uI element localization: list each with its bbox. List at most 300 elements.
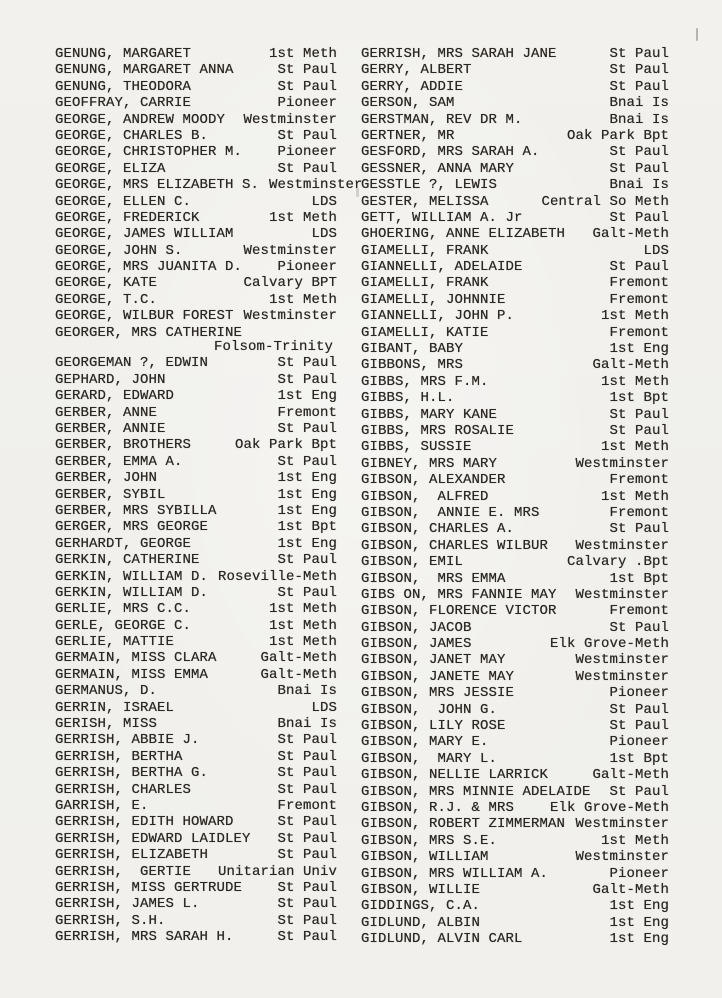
directory-entry [55, 864, 337, 880]
directory-entry [55, 929, 337, 945]
person-name: GEORGE, KATE [55, 275, 158, 292]
person-name: GEORGE, MRS JUANITA D. [55, 259, 243, 276]
church-name: St Paul [609, 78, 669, 95]
directory-entry-continuation [55, 339, 337, 355]
person-name: GENUNG, THEODORA [55, 78, 192, 95]
church-name: Westminster [575, 849, 669, 866]
directory-entry [361, 489, 669, 505]
person-name: GERRY, ADDIE [361, 78, 464, 95]
directory-entry [361, 521, 669, 537]
person-name: GIAMELLI, JOHNNIE [361, 291, 506, 308]
person-name: GIDLUND, ALBIN [361, 914, 481, 931]
directory-entry [55, 112, 337, 128]
person-name: GERGER, MRS GEORGE [55, 519, 209, 536]
church-name: St Paul [277, 355, 337, 372]
church-name: St Paul [277, 584, 337, 601]
church-name: 1st Meth [268, 617, 337, 634]
person-name: GIBS ON, MRS FANNIE MAY [361, 586, 557, 603]
directory-entry [361, 144, 669, 160]
person-name: GEORGE, T.C. [55, 291, 158, 308]
person-name: GEORGE, ELIZA [55, 160, 166, 177]
person-name: GEOFFRAY, CARRIE [55, 95, 192, 112]
directory-entry [55, 683, 337, 699]
person-name: GERRISH, ABBIE J. [55, 732, 200, 749]
person-name: GERARD, EDWARD [55, 388, 175, 405]
directory-entry [55, 79, 337, 95]
directory-entry [361, 46, 669, 62]
directory-entry [361, 833, 669, 849]
directory-entry [55, 552, 337, 568]
directory-entry [55, 569, 337, 585]
directory-entry [361, 915, 669, 931]
directory-entry [361, 652, 669, 668]
church-name: Calvary BPT [243, 275, 337, 292]
church-name: Westminster [575, 537, 669, 554]
directory-entry [361, 128, 669, 144]
church-name: St Paul [609, 521, 669, 538]
person-name: GERMAIN, MISS EMMA [55, 666, 209, 683]
directory-entry [361, 210, 669, 226]
church-name: 1st Meth [268, 634, 337, 651]
person-name: GERRISH, GERTIE [55, 863, 192, 880]
church-name: Pioneer [277, 144, 337, 161]
church-name: St Paul [277, 62, 337, 79]
person-name: GERBER, ANNE [55, 404, 158, 421]
church-name: 1st Meth [600, 832, 669, 849]
directory-entry [361, 849, 669, 865]
person-name: GERSTMAN, REV DR M. [361, 111, 523, 128]
directory-entry [361, 357, 669, 373]
directory-entry [361, 636, 669, 652]
church-name: St Paul [609, 259, 669, 276]
person-name: GIBSON, ANNIE E. MRS [361, 504, 540, 521]
person-name: GIBSON, ALFRED [361, 488, 489, 505]
church-name: Fremont [609, 472, 669, 489]
person-name: GEORGE, WILBUR FOREST [55, 308, 234, 325]
directory-entry [55, 536, 337, 552]
directory-entry [361, 439, 669, 455]
directory-entry [361, 194, 669, 210]
person-name: GESSNER, ANNA MARY [361, 160, 515, 177]
directory-entry [361, 259, 669, 275]
person-name: GIANNELLI, ADELAIDE [361, 259, 523, 276]
directory-entry [361, 390, 669, 406]
person-name: GHOERING, ANNE ELIZABETH [361, 226, 566, 243]
person-name: GERRISH, BERTHA G. [55, 765, 209, 782]
directory-entry [361, 538, 669, 554]
church-name: Fremont [609, 275, 669, 292]
person-name: GEORGE, FREDERICK [55, 209, 200, 226]
directory-entry [55, 405, 337, 421]
church-name: 1st Eng [609, 931, 669, 948]
directory-column-right [361, 46, 669, 947]
directory-entry [361, 226, 669, 242]
person-name: GERRISH, MISS GERTRUDE [55, 879, 243, 896]
directory-entry [55, 308, 337, 324]
church-name: Roseville-Meth [218, 568, 338, 585]
person-name: GERBER, BROTHERS [55, 437, 192, 454]
directory-entry [361, 472, 669, 488]
church-name: Elk Grove-Meth [549, 636, 669, 653]
church-name: 1st Bpt [277, 519, 337, 536]
church-name: St Paul [277, 765, 337, 782]
person-name: GERKIN, WILLIAM D. [55, 584, 209, 601]
directory-entry [55, 194, 337, 210]
directory-entry [361, 587, 669, 603]
directory-entry [361, 898, 669, 914]
church-name: St Paul [277, 896, 337, 913]
church-name: 1st Meth [268, 46, 337, 62]
person-name: GIBSON, JOHN G. [361, 701, 498, 718]
church-name: Galt-Meth [592, 357, 669, 374]
church-name: LDS [311, 226, 337, 243]
person-name: GERRISH, ELIZABETH [55, 847, 209, 864]
person-name: GERKIN, CATHERINE [55, 552, 200, 569]
person-name: GERRISH, MRS SARAH JANE [361, 46, 557, 62]
directory-entry [361, 79, 669, 95]
directory-entry [55, 634, 337, 650]
person-name: GIBSON, JANETE MAY [361, 668, 515, 685]
church-name: Fremont [277, 797, 337, 814]
directory-entry [55, 421, 337, 437]
person-name: GERSON, SAM [361, 95, 455, 112]
church-name: Pioneer [609, 865, 669, 882]
person-name: GEORGE, CHARLES B. [55, 127, 209, 144]
person-name: GERRISH, CHARLES [55, 781, 192, 798]
person-name: GENUNG, MARGARET ANNA [55, 62, 234, 79]
church-name: Westminster [243, 242, 337, 259]
church-name: 1st Eng [609, 341, 669, 358]
person-name: GERRISH, S.H. [55, 912, 166, 929]
person-name: GIBSON, ROBERT ZIMMERMAN [361, 816, 566, 833]
person-name: GIANNELLI, JOHN P. [361, 308, 515, 325]
person-name: GERHARDT, GEORGE [55, 535, 192, 552]
person-name: GERBER, MRS SYBILLA [55, 502, 217, 519]
person-name: GERTNER, MR [361, 127, 455, 144]
directory-entry [55, 880, 337, 896]
person-name: GIBBS, H.L. [361, 390, 455, 407]
church-name: 1st Meth [600, 488, 669, 505]
directory-entry [361, 816, 669, 832]
directory-entry [55, 782, 337, 798]
church-name: St Paul [277, 127, 337, 144]
person-name: GETT, WILLIAM A. Jr [361, 209, 523, 226]
person-name: GIBSON, CHARLES A. [361, 521, 515, 538]
person-name: GESTER, MELISSA [361, 193, 489, 210]
person-name: GIAMELLI, KATIE [361, 324, 489, 341]
directory-entry [55, 765, 337, 781]
person-name: GERMANUS, D. [55, 683, 158, 700]
directory-entry [55, 243, 337, 259]
directory-entry [361, 767, 669, 783]
directory-entry [55, 503, 337, 519]
person-name: GIBSON, R.J. & MRS [361, 799, 515, 816]
directory-entry [55, 470, 337, 486]
directory-entry [55, 716, 337, 732]
person-name: GEPHARD, JOHN [55, 371, 166, 388]
directory-entry [361, 407, 669, 423]
person-name: GERRISH, BERTHA [55, 748, 183, 765]
person-name: GERBER, EMMA A. [55, 453, 183, 470]
person-name: GIBSON, CHARLES WILBUR [361, 537, 549, 554]
person-name: GIBSON, MRS MINNIE ADELAIDE [361, 783, 591, 800]
person-name: GERKIN, WILLIAM D. [55, 568, 209, 585]
directory-entry [361, 702, 669, 718]
directory-entry [55, 847, 337, 863]
directory-entry [55, 700, 337, 716]
church-name: St Paul [277, 847, 337, 864]
directory-entry [55, 618, 337, 634]
person-name: GIBSON, JACOB [361, 619, 472, 636]
church-name: Oak Park Bpt [566, 127, 669, 144]
church-name: St Paul [609, 406, 669, 423]
person-name: GIBSON, MRS WILLIAM A. [361, 865, 549, 882]
church-name: Westminster [575, 652, 669, 669]
person-name: GIBSON, FLORENCE VICTOR [361, 603, 557, 620]
church-name: Galt-Meth [592, 881, 669, 898]
church-name: Westminster [575, 816, 669, 833]
directory-entry [55, 454, 337, 470]
church-name: Pioneer [609, 734, 669, 751]
church-name: Fremont [609, 324, 669, 341]
church-name: St Paul [609, 62, 669, 79]
church-name: 1st Eng [609, 898, 669, 915]
church-name: Central So Meth [541, 193, 669, 210]
church-name: Fremont [609, 603, 669, 620]
directory-entry [55, 210, 337, 226]
person-name: GEORGE, CHRISTOPHER M. [55, 144, 243, 161]
person-name: GIBBS, MRS ROSALIE [361, 422, 515, 439]
person-name: GIBNEY, MRS MARY [361, 455, 498, 472]
directory-entry [361, 325, 669, 341]
directory-entry [361, 505, 669, 521]
person-name: GIBANT, BABY [361, 341, 464, 358]
church-name: 1st Meth [268, 601, 337, 618]
church-name: 1st Eng [277, 486, 337, 503]
church-name: Galt-Meth [592, 226, 669, 243]
church-name: Galt-Meth [260, 650, 337, 667]
directory-entry [55, 487, 337, 503]
church-name: Fremont [609, 504, 669, 521]
person-name: GIBSON, LILY ROSE [361, 718, 506, 735]
person-name: GERISH, MISS [55, 716, 158, 733]
directory-entry [361, 177, 669, 193]
person-name: GERRY, ALBERT [361, 62, 472, 79]
directory-entry [361, 931, 669, 947]
church-name: St Paul [277, 160, 337, 177]
directory-entry [361, 423, 669, 439]
church-name: 1st Eng [609, 914, 669, 931]
directory-entry [361, 669, 669, 685]
person-name: GIBSON, NELLIE LARRICK [361, 767, 549, 784]
directory-entry [55, 437, 337, 453]
person-name: GESSTLE ?, LEWIS [361, 177, 498, 194]
directory-entry [55, 144, 337, 160]
church-name: St Paul [609, 783, 669, 800]
directory-entry [55, 388, 337, 404]
directory-entry [361, 882, 669, 898]
church-name: Pioneer [277, 259, 337, 276]
directory-entry [361, 161, 669, 177]
church-name: Folsom-Trinity [213, 339, 333, 356]
directory-entry [55, 259, 337, 275]
directory-entry [361, 751, 669, 767]
directory-entry [361, 292, 669, 308]
church-name: St Paul [609, 718, 669, 735]
person-name: GIBBONS, MRS [361, 357, 464, 374]
church-name: St Paul [609, 209, 669, 226]
person-name: GEORGE, ELLEN C. [55, 193, 192, 210]
church-name: Unitarian Univ [217, 863, 337, 880]
directory-entry [361, 275, 669, 291]
church-name: 1st Meth [600, 308, 669, 325]
person-name: GIAMELLI, FRANK [361, 242, 489, 259]
church-name: St Paul [277, 78, 337, 95]
church-name: St Paul [277, 929, 337, 946]
church-name: Westminster [243, 308, 338, 325]
directory-entry [361, 95, 669, 111]
directory-entry [55, 913, 337, 929]
church-name: 1st Eng [277, 502, 337, 519]
person-name: GIBSON, ALEXANDER [361, 472, 506, 489]
church-name: Calvary .Bpt [566, 554, 669, 571]
directory-entry [55, 355, 337, 371]
church-name: St Paul [277, 912, 337, 929]
church-name: St Paul [277, 814, 337, 831]
person-name: GEORGE, JOHN S. [55, 242, 183, 259]
directory-entry [55, 749, 337, 765]
church-name: Bnai Is [609, 177, 669, 194]
church-name: St Paul [277, 879, 337, 896]
directory-entry [361, 112, 669, 128]
directory-entry [55, 814, 337, 830]
person-name: GIBSON, WILLIAM [361, 849, 489, 866]
person-name: GERBER, JOHN [55, 470, 158, 487]
person-name: GIBBS, SUSSIE [361, 439, 472, 456]
church-name: 1st Meth [268, 291, 337, 308]
church-name: St Paul [277, 420, 337, 437]
directory-entry [55, 798, 337, 814]
church-name: St Paul [609, 46, 669, 62]
directory-entry [55, 46, 337, 62]
person-name: GERLIE, MATTIE [55, 634, 175, 651]
directory-entry [55, 585, 337, 601]
directory-entry [55, 226, 337, 242]
person-name: GARRISH, E. [55, 797, 149, 814]
person-name: GERRISH, MRS SARAH H. [55, 929, 234, 946]
church-name: St Paul [277, 552, 337, 569]
directory-entry [361, 456, 669, 472]
church-name: St Paul [277, 732, 337, 749]
directory-entry [361, 800, 669, 816]
church-name: St Paul [277, 371, 337, 388]
church-name: Westminster [575, 455, 669, 472]
person-name: GIBSON, MRS JESSIE [361, 685, 515, 702]
directory-entry [55, 667, 337, 683]
directory-entry [361, 308, 669, 324]
person-name: GIBSON, MARY E. [361, 734, 489, 751]
directory-entry [55, 292, 337, 308]
person-name: GIBBS, MRS F.M. [361, 373, 489, 390]
person-name: GIBSON, MRS S.E. [361, 832, 498, 849]
directory-entry [55, 128, 337, 144]
directory-entry [361, 341, 669, 357]
directory-entry [361, 718, 669, 734]
person-name: GERRIN, ISRAEL [55, 699, 175, 716]
person-name: GERBER, ANNIE [55, 420, 166, 437]
directory-entry [55, 831, 337, 847]
directory-entry [361, 734, 669, 750]
directory-entry [361, 620, 669, 636]
church-name: St Paul [609, 619, 669, 636]
church-name: Bnai Is [277, 683, 337, 700]
directory-entry [361, 603, 669, 619]
directory-entry [55, 732, 337, 748]
person-name: GERLIE, MRS C.C. [55, 601, 192, 618]
church-name: Galt-Meth [592, 767, 669, 784]
directory-entry [55, 519, 337, 535]
church-name: St Paul [609, 144, 669, 161]
church-name: St Paul [609, 422, 669, 439]
church-name: 1st Bpt [609, 390, 669, 407]
person-name: GERRISH, EDWARD LAIDLEY [55, 830, 251, 847]
church-name: 1st Eng [277, 470, 337, 487]
church-name: Oak Park Bpt [234, 437, 337, 454]
person-name: GEORGE, MRS ELIZABETH S. [55, 177, 260, 194]
church-name: Bnai Is [277, 716, 337, 733]
church-name: Westminster [243, 111, 337, 128]
church-name: 1st Eng [277, 535, 337, 552]
directory-entry [361, 571, 669, 587]
church-name: LDS [311, 193, 337, 210]
person-name: GERMAIN, MISS CLARA [55, 650, 217, 667]
person-name: GIBSON, EMIL [361, 554, 464, 571]
directory-entry [361, 685, 669, 701]
directory-entry [55, 650, 337, 666]
church-name: St Paul [277, 748, 337, 765]
directory-entry [55, 161, 337, 177]
church-name: LDS [311, 699, 337, 716]
person-name: GIDLUND, ALVIN CARL [361, 931, 523, 948]
person-name: GIBBS, MARY KANE [361, 406, 498, 423]
church-name: Bnai Is [609, 111, 669, 128]
church-name: Pioneer [277, 95, 337, 112]
directory-entry [55, 896, 337, 912]
directory-entry [361, 784, 669, 800]
person-name: GIDDINGS, C.A. [361, 898, 481, 915]
scan-artifact [696, 28, 698, 41]
directory-entry [55, 601, 337, 617]
person-name: GERRISH, JAMES L. [55, 896, 200, 913]
church-name: Westminster [575, 586, 669, 603]
church-name: Galt-Meth [260, 666, 337, 683]
directory-entry [55, 62, 337, 78]
church-name: Westminster [269, 177, 363, 194]
person-name: GENUNG, MARGARET [55, 46, 192, 62]
church-name: 1st Bpt [609, 750, 669, 767]
person-name: GEORGE, JAMES WILLIAM [55, 226, 234, 243]
directory-entry [55, 95, 337, 111]
person-name: GESFORD, MRS SARAH A. [361, 144, 540, 161]
church-name: St Paul [609, 160, 669, 177]
church-name: 1st Meth [600, 439, 669, 456]
directory-entry [361, 62, 669, 78]
directory-entry [361, 243, 669, 259]
church-name: St Paul [277, 453, 337, 470]
church-name: St Paul [609, 701, 669, 718]
church-name: 1st Bpt [609, 570, 669, 587]
person-name: GIAMELLI, FRANK [361, 275, 489, 292]
